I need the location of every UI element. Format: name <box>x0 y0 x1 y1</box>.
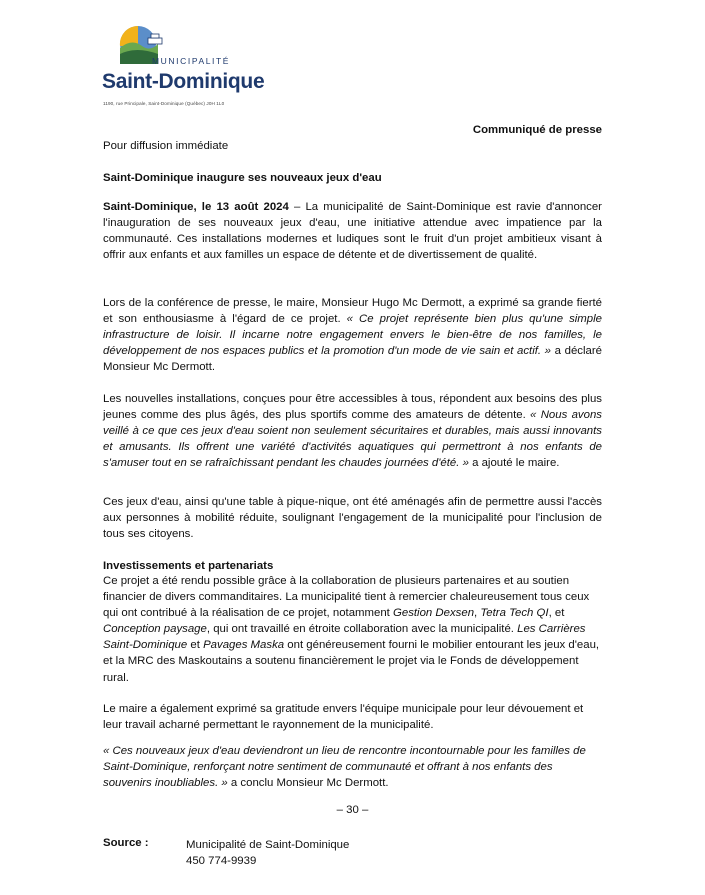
municipality-address: 1190, rue Principale, Saint-Dominique (Québec) J0H 1L0 <box>103 101 225 106</box>
installations-quote: « Nous avons veillé à ce que ces jeux d'eau soient non seulement sécuritaires et durables, mais aussi innovants et amusants. Ils offrent une variété d'activités aquatiques qui permettront à nos enfants de s'amuser tout en se rafraîchissant pendant les chaudes journées d'été. » <box>103 409 602 470</box>
partners-text-4: , qui ont travaillé en étroite collaboration avec la municipalité. <box>206 623 518 636</box>
paragraph-closing-quote <box>103 743 602 791</box>
partners-text-1: Ce projet a été rendu possible grâce à la collaboration de plusieurs partenaires et au soutien financier de divers commanditaires. La municipalité tient à remercier chaleureusement tous ceux qui ont contribué à la réalisation de ce projet, notamment <box>103 575 590 620</box>
source-organization: Municipalité de Saint-Dominique <box>186 839 350 851</box>
mayor-quote: « Ce projet représente bien plus qu'une simple infrastructure de loisir. Il incarne notre engagement envers le bien-être de nos familles, le développement de nos espaces publics et la promotion d'un mode de vie sain et actif. » <box>103 313 602 358</box>
partners-text-6: ont généreusement fourni le mobilier entourant les jeux d'eau, et la MRC des Maskoutains a soutenu financièrement le projet via le Fonds de développement rural. <box>103 639 600 684</box>
paragraph-mayor-text: Lors de la conférence de presse, le maire, Monsieur Hugo Mc Dermott, a exprimé sa grande fierté et son enthousiasme à l'égard de ce projet. <box>103 297 602 326</box>
paragraph-gratitude: Le maire a également exprimé sa gratitude envers l'équipe municipale pour leur dévouement et leur travail acharné permettant le rayonnement de la municipalité. <box>103 703 584 732</box>
partners-text-3: , et <box>548 607 565 620</box>
dateline: Saint-Dominique, le 13 août 2024 <box>103 201 289 213</box>
municipality-logo <box>102 22 265 102</box>
partner-tetra-tech: Tetra Tech QI <box>480 607 549 620</box>
partner-conception-paysage: Conception paysage <box>103 623 207 636</box>
section-title: Investissements et partenariats <box>103 560 274 572</box>
logo-name-text: Saint-Dominique <box>102 70 265 93</box>
paragraph-intro-text: – La municipalité de Saint-Dominique est ravie d'annoncer l'inauguration de ses nouveaux jeux d'eau, une initiative attendue avec impatience par la communauté. Ces installations modernes et ludiques sont le fruit d'un projet ambitieux visant à offrir aux enfants et aux familles un espace de détente et de divertissement de qualité. <box>103 201 602 262</box>
headline: Saint-Dominique inaugure ses nouveaux jeux d'eau <box>103 172 382 184</box>
source-label: Source : <box>103 837 149 849</box>
partners-text-5: et <box>187 639 204 652</box>
paragraph-partners <box>103 573 602 686</box>
paragraph-intro <box>103 199 602 263</box>
release-note: Pour diffusion immédiate <box>103 140 229 152</box>
paragraph-mayor-quote <box>103 295 602 375</box>
logo-municipalite-text: MUNICIPALITÉ <box>152 56 231 66</box>
end-mark: – 30 – <box>336 804 369 816</box>
partner-gestion-dexsen: Gestion Dexsen <box>393 607 475 620</box>
closing-quote-attribution: a conclu Monsieur Mc Dermott. <box>227 777 389 790</box>
document-type: Communiqué de presse <box>472 124 602 136</box>
mayor-quote-attribution: a déclaré Monsieur Mc Dermott. <box>103 345 602 374</box>
partner-carrieres: Les Carrières Saint-Dominique <box>103 623 586 652</box>
partners-text-2: , <box>474 607 481 620</box>
paragraph-installations-text: Les nouvelles installations, conçues pour être accessibles à tous, répondent aux besoins des plus jeunes comme des plus âgés, des plus sportifs comme des amateurs de détente. <box>103 393 602 422</box>
closing-quote: « Ces nouveaux jeux d'eau deviendront un lieu de rencontre incontournable pour les familles de Saint-Dominique, renforçant notre sentiment de communauté et offrant à nos enfants des souvenirs inoubliables. » <box>103 745 586 790</box>
source-phone: 450 774-9939 <box>186 855 257 867</box>
paragraph-accessibility: Ces jeux d'eau, ainsi qu'une table à pique-nique, ont été aménagés afin de permettre aussi l'accès aux personnes à mobilité réduite, soulignant l'engagement de la municipalité pour l'inclusion de tous ses citoyens. <box>103 496 602 541</box>
installations-quote-attribution: a ajouté le maire. <box>468 457 560 470</box>
partner-pavages-maska: Pavages Maska <box>203 639 285 652</box>
paragraph-installations <box>103 391 602 471</box>
